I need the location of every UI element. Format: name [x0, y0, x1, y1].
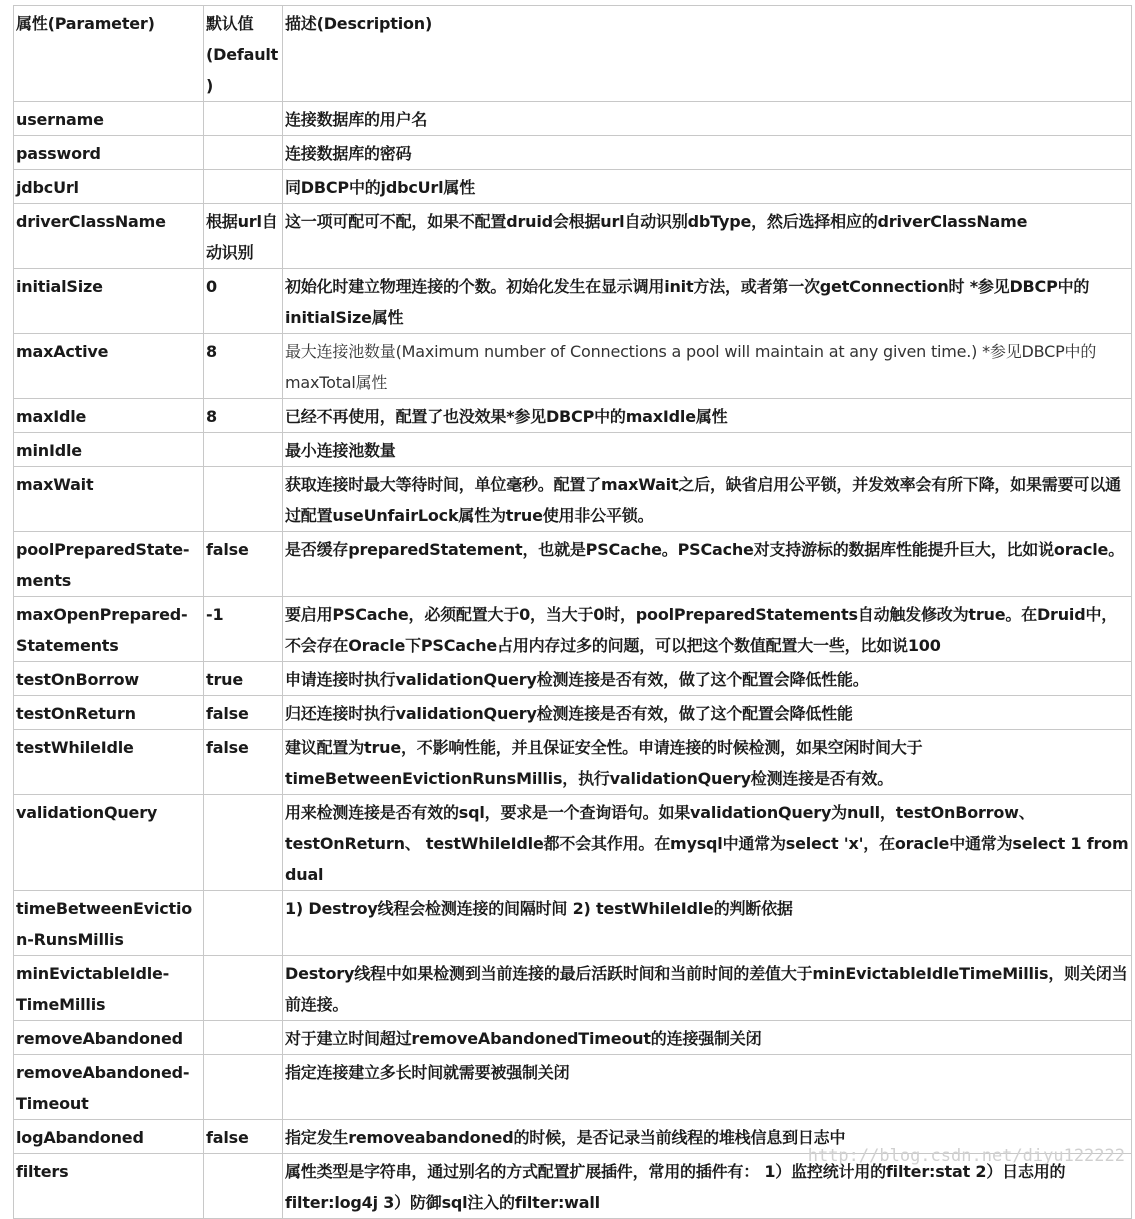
default-cell: [204, 1055, 283, 1120]
param-cell: maxIdle: [14, 399, 204, 433]
default-cell: [204, 170, 283, 204]
table-row: [14, 597, 1132, 662]
default-cell: false: [204, 1120, 283, 1154]
table-row: [14, 662, 1132, 696]
table-row: [14, 795, 1132, 891]
default-cell: [204, 136, 283, 170]
description-cell: 已经不再使用，配置了也没效果*参见DBCP中的maxIdle属性: [283, 399, 1132, 433]
description-cell: 最大连接池数量(Maximum number of Connections a pool will maintain at any given time.) *参见DBCP中的maxTotal属性: [283, 334, 1132, 399]
description-cell: 最小连接池数量: [283, 433, 1132, 467]
table-row: [14, 1021, 1132, 1055]
param-cell: poolPreparedState-ments: [14, 532, 204, 597]
param-cell: validationQuery: [14, 795, 204, 891]
header-description: 描述(Description): [283, 6, 1132, 102]
parameter-table: [13, 5, 1132, 1219]
table-row: [14, 399, 1132, 433]
description-cell: 初始化时建立物理连接的个数。初始化发生在显示调用init方法，或者第一次getConnection时 *参见DBCP中的initialSize属性: [283, 269, 1132, 334]
table-row: [14, 334, 1132, 399]
default-cell: [204, 433, 283, 467]
description-cell: Destory线程中如果检测到当前连接的最后活跃时间和当前时间的差值大于minEvictableIdleTimeMillis，则关闭当前连接。: [283, 956, 1132, 1021]
default-cell: false: [204, 696, 283, 730]
param-cell: initialSize: [14, 269, 204, 334]
description-cell: 这一项可配可不配，如果不配置druid会根据url自动识别dbType，然后选择相应的driverClassName: [283, 204, 1132, 269]
description-cell: 对于建立时间超过removeAbandonedTimeout的连接强制关闭: [283, 1021, 1132, 1055]
description-cell: 1) Destroy线程会检测连接的间隔时间 2) testWhileIdle的判断依据: [283, 891, 1132, 956]
param-cell: testOnReturn: [14, 696, 204, 730]
param-cell: removeAbandoned-Timeout: [14, 1055, 204, 1120]
default-cell: 8: [204, 399, 283, 433]
table-row: [14, 696, 1132, 730]
default-cell: 0: [204, 269, 283, 334]
param-cell: jdbcUrl: [14, 170, 204, 204]
watermark: http://blog.csdn.net/diyu122222: [807, 1146, 1125, 1166]
default-cell: [204, 467, 283, 532]
param-cell: driverClassName: [14, 204, 204, 269]
description-cell: 指定连接建立多长时间就需要被强制关闭: [283, 1055, 1132, 1120]
param-cell: testOnBorrow: [14, 662, 204, 696]
default-cell: 根据url自动识别: [204, 204, 283, 269]
default-cell: [204, 795, 283, 891]
description-cell: 指定发生removeabandoned的时候，是否记录当前线程的堆栈信息到日志中: [283, 1120, 1132, 1154]
table-row: [14, 136, 1132, 170]
description-cell: 属性类型是字符串，通过别名的方式配置扩展插件，常用的插件有： 1）监控统计用的filter:stat 2）日志用的filter:log4j 3）防御sql注入的filter:wall: [283, 1154, 1132, 1219]
param-cell: maxActive: [14, 334, 204, 399]
param-cell: password: [14, 136, 204, 170]
default-cell: -1: [204, 597, 283, 662]
table-row: [14, 433, 1132, 467]
description-cell: 用来检测连接是否有效的sql，要求是一个查询语句。如果validationQuery为null，testOnBorrow、testOnReturn、 testWhileIdle都不会其作用。在mysql中通常为select 'x'，在oracle中通常为select 1 from dual: [283, 795, 1132, 891]
table-row: [14, 956, 1132, 1021]
description-cell: 获取连接时最大等待时间，单位毫秒。配置了maxWait之后，缺省启用公平锁，并发效率会有所下降，如果需要可以通过配置useUnfairLock属性为true使用非公平锁。: [283, 467, 1132, 532]
table-row: [14, 1055, 1132, 1120]
table-row: [14, 467, 1132, 532]
param-cell: minIdle: [14, 433, 204, 467]
param-cell: logAbandoned: [14, 1120, 204, 1154]
table-row: [14, 891, 1132, 956]
default-cell: [204, 1021, 283, 1055]
param-cell: removeAbandoned: [14, 1021, 204, 1055]
param-cell: testWhileIdle: [14, 730, 204, 795]
default-cell: false: [204, 730, 283, 795]
table-row: [14, 532, 1132, 597]
table-row: [14, 269, 1132, 334]
description-cell: 同DBCP中的jdbcUrl属性: [283, 170, 1132, 204]
description-cell: 归还连接时执行validationQuery检测连接是否有效，做了这个配置会降低性能: [283, 696, 1132, 730]
table-row: [14, 730, 1132, 795]
param-cell: filters: [14, 1154, 204, 1219]
table-header-row: [14, 6, 1132, 102]
default-cell: [204, 956, 283, 1021]
default-cell: [204, 1154, 283, 1219]
description-cell: 申请连接时执行validationQuery检测连接是否有效，做了这个配置会降低性能。: [283, 662, 1132, 696]
default-cell: [204, 891, 283, 956]
default-cell: [204, 102, 283, 136]
param-cell: maxWait: [14, 467, 204, 532]
header-parameter: 属性(Parameter): [14, 6, 204, 102]
default-cell: 8: [204, 334, 283, 399]
param-cell: minEvictableIdle-TimeMillis: [14, 956, 204, 1021]
description-cell: 连接数据库的用户名: [283, 102, 1132, 136]
header-default: 默认值(Default): [204, 6, 283, 102]
default-cell: true: [204, 662, 283, 696]
description-cell: 要启用PSCache，必须配置大于0，当大于0时，poolPreparedStatements自动触发修改为true。在Druid中，不会存在Oracle下PSCache占用内存过多的问题，可以把这个数值配置大一些，比如说100: [283, 597, 1132, 662]
param-cell: timeBetweenEviction-RunsMillis: [14, 891, 204, 956]
param-cell: maxOpenPrepared-Statements: [14, 597, 204, 662]
table-row: [14, 204, 1132, 269]
table-row: [14, 102, 1132, 136]
description-cell: 连接数据库的密码: [283, 136, 1132, 170]
table-row: [14, 170, 1132, 204]
default-cell: false: [204, 532, 283, 597]
description-cell: 是否缓存preparedStatement，也就是PSCache。PSCache对支持游标的数据库性能提升巨大，比如说oracle。: [283, 532, 1132, 597]
description-cell: 建议配置为true，不影响性能，并且保证安全性。申请连接的时候检测，如果空闲时间大于timeBetweenEvictionRunsMillis，执行validationQuery检测连接是否有效。: [283, 730, 1132, 795]
param-cell: username: [14, 102, 204, 136]
